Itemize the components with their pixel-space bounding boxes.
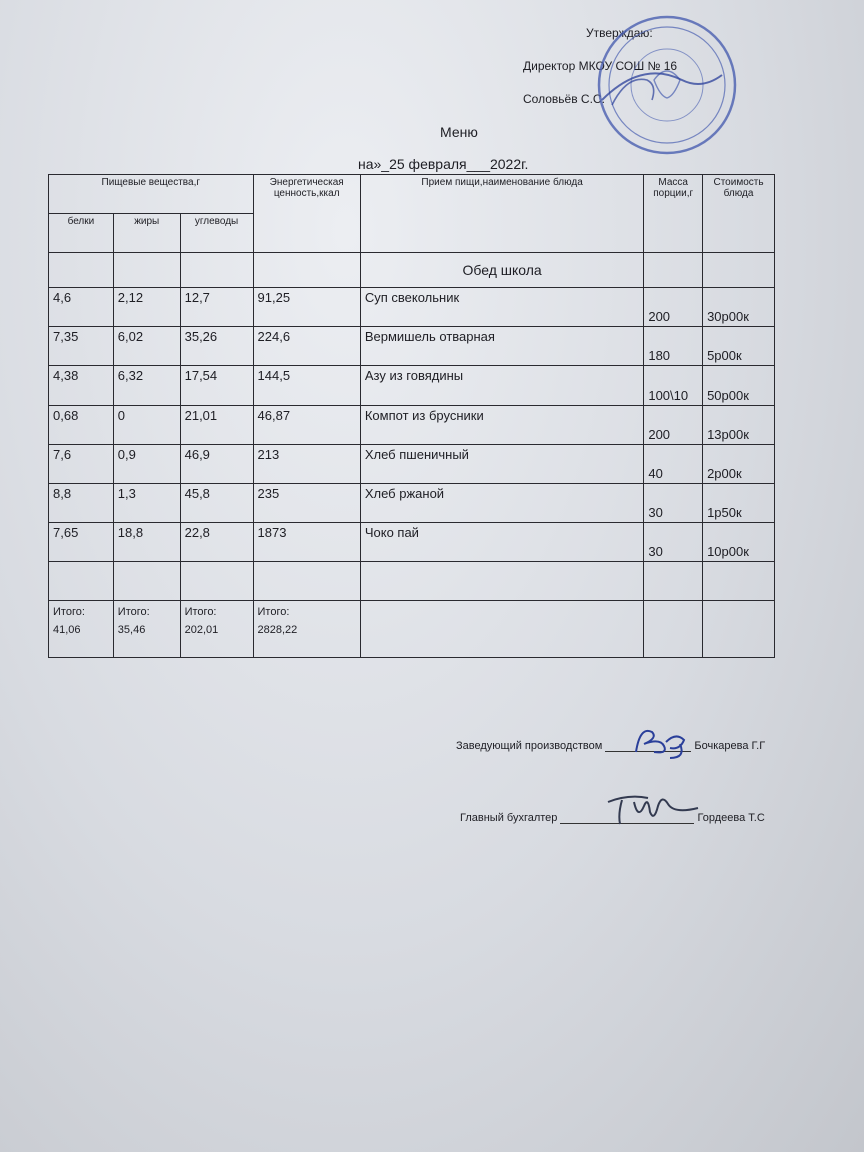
total-value: 41,06	[53, 624, 81, 637]
empty-cell	[703, 253, 775, 288]
total-fats	[113, 601, 180, 658]
cell-cost: 10р00к	[703, 523, 775, 562]
totals-row	[49, 601, 775, 658]
table-row	[49, 405, 775, 444]
cell-fats: 1,3	[113, 483, 180, 522]
table-row	[49, 288, 775, 327]
cell-proteins: 0,68	[49, 405, 114, 444]
cell-carbs: 22,8	[180, 523, 253, 562]
signature-name: Бочкарева Г.Г	[694, 740, 766, 752]
empty-cell	[180, 562, 253, 601]
cell-carbs: 12,7	[180, 288, 253, 327]
handwritten-signature-icon	[600, 792, 710, 830]
total-label: Итого:	[257, 606, 290, 619]
cell-cost: 50р00к	[703, 366, 775, 405]
document-title: Меню	[440, 124, 478, 140]
approval-name: Соловьёв С.С.	[523, 92, 605, 106]
header-dish: Прием пищи,наименование блюда	[360, 175, 644, 253]
cell-mass: 30	[644, 523, 703, 562]
cell-dish: Суп свекольник	[360, 288, 644, 327]
cell-fats: 18,8	[113, 523, 180, 562]
cell-fats: 0,9	[113, 444, 180, 483]
section-title: Обед школа	[360, 253, 644, 288]
cell-carbs: 45,8	[180, 483, 253, 522]
signature-label: Главный бухгалтер	[460, 812, 558, 824]
cell-mass: 200	[644, 288, 703, 327]
signature-name: Гордеева Т.С	[697, 812, 765, 824]
cell-fats: 0	[113, 405, 180, 444]
cell-energy: 1873	[253, 523, 360, 562]
cell-dish: Хлеб пшеничный	[360, 444, 644, 483]
empty-cell	[644, 601, 703, 658]
empty-cell	[644, 562, 703, 601]
empty-cell	[360, 562, 644, 601]
cell-energy: 224,6	[253, 327, 360, 366]
table-row	[49, 483, 775, 522]
cell-carbs: 17,54	[180, 366, 253, 405]
cell-proteins: 7,6	[49, 444, 114, 483]
empty-cell	[113, 253, 180, 288]
cell-cost: 5р00к	[703, 327, 775, 366]
empty-cell	[253, 253, 360, 288]
cell-energy: 144,5	[253, 366, 360, 405]
approval-label: Утверждаю:	[586, 26, 653, 40]
cell-mass: 100\10	[644, 366, 703, 405]
total-value: 202,01	[184, 624, 219, 637]
cell-dish: Азу из говядины	[360, 366, 644, 405]
total-proteins	[49, 601, 114, 658]
cell-proteins: 7,65	[49, 523, 114, 562]
table-row	[49, 327, 775, 366]
menu-table	[48, 174, 775, 658]
document-date: на»_25 февраля___2022г.	[358, 156, 529, 172]
cell-fats: 6,02	[113, 327, 180, 366]
header-cost: Стоимость блюда	[703, 175, 775, 253]
cell-mass: 40	[644, 444, 703, 483]
cell-energy: 91,25	[253, 288, 360, 327]
cell-fats: 2,12	[113, 288, 180, 327]
empty-cell	[644, 253, 703, 288]
cell-mass: 30	[644, 483, 703, 522]
total-label: Итого:	[53, 606, 85, 619]
cell-cost: 30р00к	[703, 288, 775, 327]
cell-carbs: 21,01	[180, 405, 253, 444]
empty-cell	[703, 562, 775, 601]
cell-dish: Хлеб ржаной	[360, 483, 644, 522]
empty-cell	[113, 562, 180, 601]
header-carbs: углеводы	[180, 214, 253, 253]
cell-dish: Чоко пай	[360, 523, 644, 562]
total-value: 35,46	[117, 624, 146, 637]
cell-dish: Компот из брусники	[360, 405, 644, 444]
header-nutrients: Пищевые вещества,г	[49, 175, 254, 214]
table-row	[49, 366, 775, 405]
cell-proteins: 4,38	[49, 366, 114, 405]
total-value: 2828,22	[257, 624, 298, 637]
table-row	[49, 444, 775, 483]
cell-mass: 200	[644, 405, 703, 444]
empty-cell	[180, 253, 253, 288]
header-fats: жиры	[113, 214, 180, 253]
cell-dish: Вермишель отварная	[360, 327, 644, 366]
total-label: Итого:	[117, 606, 150, 619]
empty-cell	[49, 253, 114, 288]
signature-production	[456, 740, 765, 752]
round-seal-icon	[592, 10, 742, 160]
cell-cost: 2р00к	[703, 444, 775, 483]
handwritten-signature-icon	[630, 722, 700, 762]
header-energy: Энергетическая ценность,ккал	[253, 175, 360, 253]
cell-proteins: 4,6	[49, 288, 114, 327]
approval-director: Директор МКОУ СОШ № 16	[523, 59, 678, 73]
cell-carbs: 35,26	[180, 327, 253, 366]
cell-energy: 46,87	[253, 405, 360, 444]
empty-cell	[703, 601, 775, 658]
cell-fats: 6,32	[113, 366, 180, 405]
cell-cost: 13р00к	[703, 405, 775, 444]
signature-label: Заведующий производством	[456, 740, 603, 752]
table-row	[49, 523, 775, 562]
cell-energy: 213	[253, 444, 360, 483]
total-energy	[253, 601, 360, 658]
total-label: Итого:	[184, 606, 217, 619]
total-carbs	[180, 601, 253, 658]
cell-cost: 1р50к	[703, 483, 775, 522]
cell-energy: 235	[253, 483, 360, 522]
header-mass: Масса порции,г	[644, 175, 703, 253]
empty-cell	[360, 601, 644, 658]
header-proteins: белки	[49, 214, 114, 253]
cell-proteins: 7,35	[49, 327, 114, 366]
cell-mass: 180	[644, 327, 703, 366]
cell-proteins: 8,8	[49, 483, 114, 522]
cell-carbs: 46,9	[180, 444, 253, 483]
empty-cell	[253, 562, 360, 601]
empty-cell	[49, 562, 114, 601]
